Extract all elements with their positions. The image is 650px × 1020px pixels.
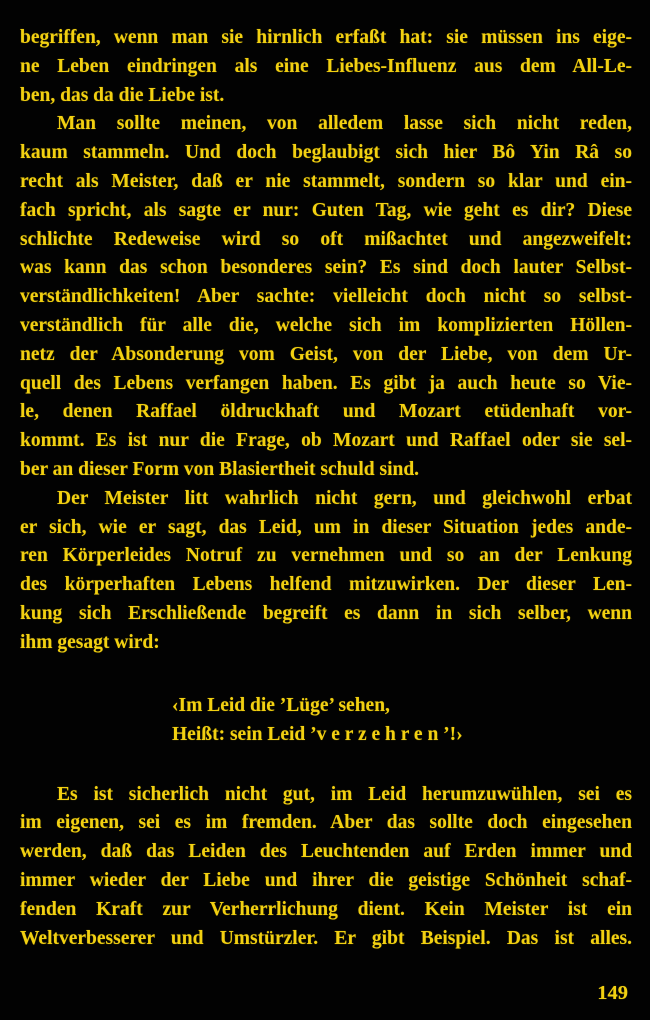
text-line: ren Körperleides Notruf zu vernehmen und so an der Lenkung — [20, 545, 632, 567]
text-line: er sich, wie er sagt, das Leid, um in dieser Situation jedes ande- — [20, 516, 632, 538]
text-line: schlichte Redeweise wird so oft mißachtet und angezweifelt: — [20, 228, 632, 250]
text-line: Weltverbesserer und Umstürzler. Er gibt Beispiel. Das ist alles. — [20, 927, 632, 949]
text-line: netz der Absonderung vom Geist, von der Liebe, von dem Ur- — [20, 343, 632, 365]
text-line: im eigenen, sei es im fremden. Aber das sollte doch eingesehen — [20, 812, 632, 834]
text-line: werden, daß das Leiden des Leuchtenden auf Erden immer und — [20, 841, 632, 863]
text-line: ‹Im Leid die ’Lüge’ sehen, — [172, 694, 390, 716]
paragraph — [20, 110, 632, 484]
text-line: Es ist sicherlich nicht gut, im Leid herumzuwühlen, sei es — [57, 783, 632, 805]
text-line: immer wieder der Liebe und ihrer die geistige Schönheit schaf- — [20, 869, 632, 891]
text-line: recht als Meister, daß er nie stammelt, sondern so klar und ein- — [20, 170, 632, 192]
quote-block — [172, 691, 632, 749]
text-block — [20, 24, 632, 953]
text-line: quell des Lebens verfangen haben. Es gibt ja auch heute so Vie- — [20, 372, 632, 394]
text-line: Heißt: sein Leid ’v e r z e h r e n ’!› — [172, 723, 463, 745]
text-line: ihm gesagt wird: — [20, 631, 160, 653]
text-line: fach spricht, als sagte er nur: Guten Tag, wie geht es dir? Diese — [20, 199, 632, 221]
text-line: le, denen Raffael öldruckhaft und Mozart etüdenhaft vor- — [20, 401, 632, 423]
text-line: ne Leben eindringen als eine Liebes-Influenz aus dem All-Le- — [20, 55, 632, 77]
text-line: verständlichkeiten! Aber sachte: vielleicht doch nicht so selbst- — [20, 286, 632, 308]
text-line: ber an dieser Form von Blasiertheit schuld sind. — [20, 458, 420, 480]
paragraph — [20, 485, 632, 658]
text-line: kommt. Es ist nur die Frage, ob Mozart und Raffael oder sie sel- — [20, 430, 632, 452]
text-line: kung sich Erschließende begreift es dann in sich selber, wenn — [20, 602, 632, 624]
text-line: verständlich für alle die, welche sich im komplizierten Höllen- — [20, 314, 632, 336]
text-line: begriffen, wenn man sie hirnlich erfaßt hat: sie müssen ins eige- — [20, 27, 632, 48]
page-number: 149 — [597, 982, 628, 1005]
paragraph — [20, 781, 632, 954]
paragraph — [20, 24, 632, 110]
text-line: des körperhaften Lebens helfend mitzuwirken. Der dieser Len- — [20, 574, 632, 596]
text-line: Der Meister litt wahrlich nicht gern, und gleichwohl erbat — [57, 487, 632, 509]
text-line: kaum stammeln. Und doch beglaubigt sich hier Bô Yin Râ so — [20, 142, 632, 164]
text-line: Man sollte meinen, von alledem lasse sich nicht reden, — [57, 113, 632, 135]
text-line: fenden Kraft zur Verherrlichung dient. Kein Meister ist ein — [20, 898, 632, 920]
text-line: was kann das schon besonderes sein? Es sind doch lauter Selbst- — [20, 257, 632, 279]
text-line: ben, das da die Liebe ist. — [20, 84, 225, 106]
